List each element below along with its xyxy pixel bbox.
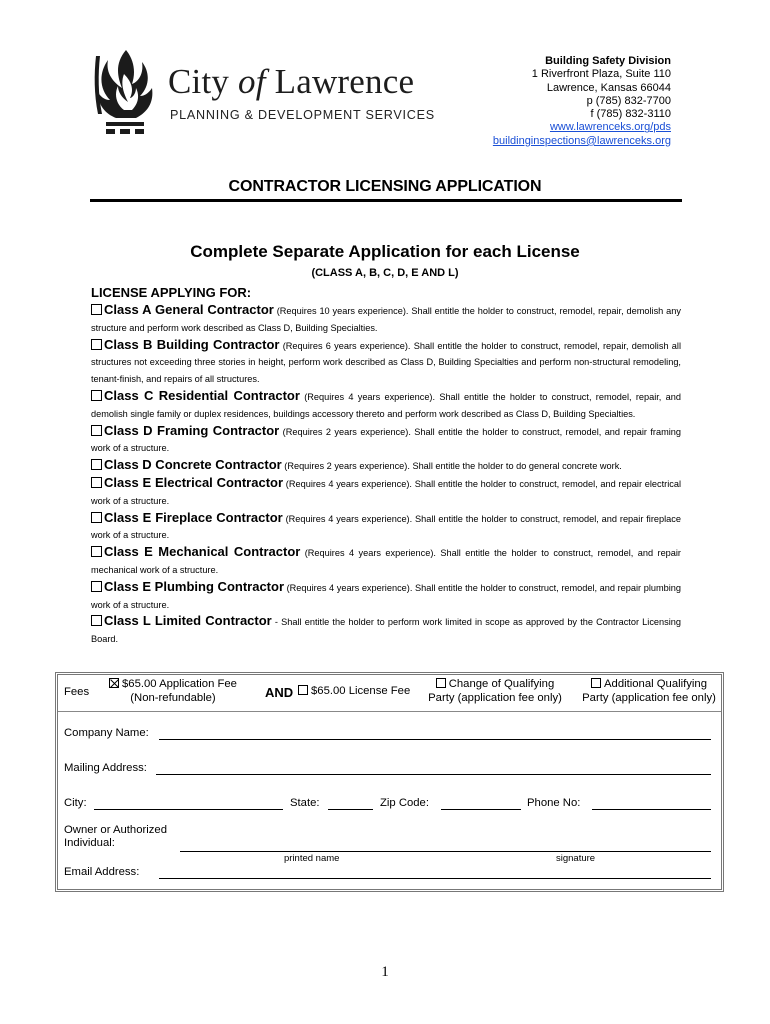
license-description: (Requires 4 years experience). Shall entitle the holder to construct, remodel, and repair mechanical work of a structure. [91, 548, 681, 575]
mailing-address-field[interactable] [156, 774, 711, 775]
change-qualifying-note: Party (application fee only) [428, 692, 562, 704]
license-name: Class C Residential Contractor [104, 387, 300, 403]
license-name: Class D Framing Contractor [104, 422, 280, 438]
license-description: (Requires 4 years experience). Shall entitle the holder to construct, remodel, and repair fireplace work of a structure. [91, 513, 681, 541]
email-address-field[interactable] [159, 878, 711, 879]
license-description: (Requires 4 years experience). Shall entitle the holder to construct, remodel, repair, and demolish single family or duplex residences, buildings accessory thereto and perform work described as Class D, Building Specialties. [91, 391, 681, 419]
fax-number: f (785) 832-3110 [590, 108, 671, 121]
license-name: Class E Electrical Contractor [104, 474, 284, 490]
page-title: CONTRACTOR LICENSING APPLICATION [228, 178, 542, 195]
company-name-field[interactable] [159, 739, 711, 740]
application-fee-note: (Non-refundable) [130, 692, 216, 704]
application-form [55, 672, 724, 892]
license-fee-checkbox[interactable] [298, 685, 308, 695]
license-class-e-mechanical [91, 544, 681, 579]
division-name: Building Safety Division [545, 55, 671, 67]
phone-field[interactable] [592, 809, 711, 810]
license-description: (Requires 4 years experience). Shall entitle the holder to construct, remodel, and repair electrical work of a structure. [91, 478, 681, 506]
license-name: Class L Limited Contractor [104, 613, 272, 629]
signature-caption: signature [556, 853, 596, 864]
printed-name-caption: printed name [284, 853, 340, 864]
application-fee-checkbox[interactable] [109, 678, 119, 688]
license-class-a-general [91, 302, 681, 337]
fees-divider [58, 711, 721, 712]
logo-wordmark: City of Lawrence [168, 62, 415, 101]
license-class-e-plumbing [91, 579, 681, 614]
license-description: (Requires 10 years experience). Shall entitle the holder to construct, remodel, repair, demolish any structure and perform work described as Class D, Building Specialties. [91, 306, 681, 333]
license-description: (Requires 2 years experience). Shall entitle the holder to do general concrete work. [281, 461, 622, 472]
checkbox-class-e-electrical[interactable] [91, 477, 102, 488]
license-description: - Shall entitle the holder to perform work limited in scope as approved by the Contractor Licensing Board. [91, 617, 682, 645]
zip-code-field[interactable] [441, 809, 521, 810]
city-field[interactable] [94, 809, 283, 810]
address-line-2: Lawrence, Kansas 66044 [546, 81, 671, 94]
checkbox-class-d-framing[interactable] [91, 425, 102, 436]
license-list [91, 302, 681, 648]
state-field[interactable] [328, 809, 373, 810]
change-qualifying-option [425, 677, 565, 705]
change-qualifying-label: Change of Qualifying [448, 678, 555, 690]
license-class-e-fireplace [91, 510, 681, 545]
additional-qualifying-note: Party (application fee only) [582, 692, 716, 704]
license-name: Class B Building Contractor [104, 336, 280, 352]
checkbox-class-e-plumbing[interactable] [91, 581, 102, 592]
license-name: Class E Mechanical Contractor [104, 544, 301, 560]
checkbox-class-e-mechanical[interactable] [91, 546, 102, 557]
owner-label-line-2: Individual: [64, 837, 115, 849]
fees-label: Fees [64, 686, 90, 698]
license-name: Class D Concrete Contractor [104, 457, 282, 473]
owner-label [64, 824, 167, 850]
checkbox-class-b-building[interactable] [91, 339, 102, 350]
address-line-1: 1 Riverfront Plaza, Suite 110 [531, 68, 671, 81]
state-label: State: [290, 797, 320, 809]
phone-label: Phone No: [527, 797, 581, 809]
owner-name-signature-field[interactable] [180, 851, 711, 852]
city-logo [92, 44, 437, 140]
license-class-d-framing [91, 423, 681, 458]
license-class-e-electrical [91, 475, 681, 510]
zip-code-label: Zip Code: [380, 797, 429, 809]
license-fee-option [298, 685, 410, 697]
checkbox-class-e-fireplace[interactable] [91, 512, 102, 523]
city-label: City: [64, 797, 87, 809]
change-qualifying-checkbox[interactable] [436, 678, 446, 688]
division-address [493, 55, 671, 148]
page-number: 1 [381, 964, 389, 980]
mailing-address-label: Mailing Address: [64, 762, 147, 774]
flame-logo-icon [92, 44, 158, 140]
owner-label-line-1: Owner or Authorized [64, 824, 167, 836]
license-fee-label: $65.00 License Fee [311, 685, 411, 697]
email-link[interactable]: buildinginspections@lawrenceks.org [492, 134, 671, 147]
license-class-c-residential [91, 388, 681, 423]
license-applying-heading: LICENSE APPLYING FOR: [91, 285, 252, 300]
classes-note: (CLASS A, B, C, D, E AND L) [311, 267, 459, 279]
checkbox-class-l-limited[interactable] [91, 615, 102, 626]
license-name: Class A General Contractor [104, 302, 274, 317]
additional-qualifying-option [576, 677, 722, 705]
email-address-label: Email Address: [64, 866, 140, 878]
license-description: (Requires 6 years experience). Shall entitle the holder to construct, remodel, repair, demolish all structures not exceeding three stories in height, perform work described as Class D, Building Specialties and perform non-structural remodeling, tenant-finish, and repairs of all structures. [91, 340, 681, 385]
company-name-label: Company Name: [64, 727, 149, 739]
license-name: Class E Plumbing Contractor [104, 578, 285, 594]
application-fee-label: $65.00 Application Fee [122, 678, 237, 690]
checkbox-class-d-concrete[interactable] [91, 459, 102, 470]
phone-number: p (785) 832-7700 [586, 94, 671, 107]
license-name: Class E Fireplace Contractor [104, 509, 283, 525]
license-class-b-building [91, 337, 681, 388]
checkbox-class-c-residential[interactable] [91, 390, 102, 401]
application-fee-option [105, 677, 241, 705]
additional-qualifying-checkbox[interactable] [591, 678, 601, 688]
checkbox-class-a-general[interactable] [91, 304, 102, 315]
page-subtitle: Complete Separate Application for each License [190, 242, 580, 261]
additional-qualifying-label: Additional Qualifying [604, 678, 707, 690]
title-divider [90, 199, 682, 202]
website-link[interactable]: www.lawrenceks.org/pds [549, 121, 671, 134]
logo-subtitle: PLANNING & DEVELOPMENT SERVICES [170, 108, 435, 122]
license-description: (Requires 2 years experience). Shall entitle the holder to construct, remodel, and repair framing work of a structure. [91, 426, 681, 454]
and-label: AND [265, 685, 294, 700]
license-description: (Requires 4 years experience). Shall entitle the holder to construct, remodel, and repair plumbing work of a structure. [91, 582, 681, 610]
license-class-d-concrete [91, 457, 681, 475]
license-class-l-limited [91, 613, 681, 648]
